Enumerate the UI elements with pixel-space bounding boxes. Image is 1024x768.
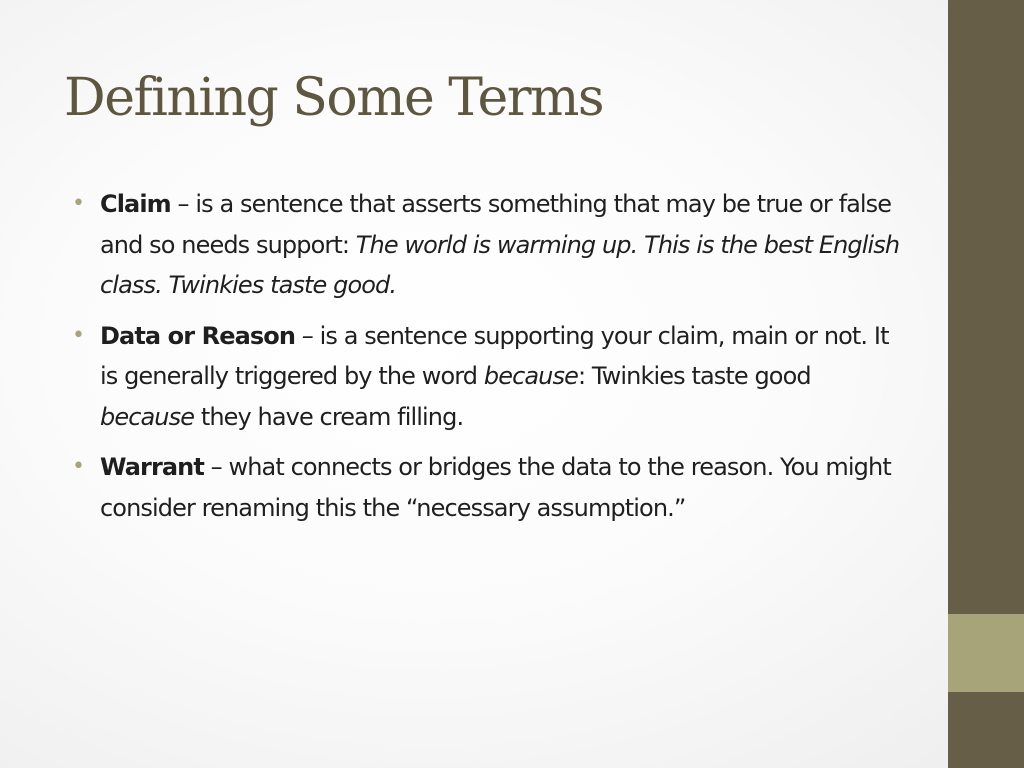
- bullet-item-warrant: [72, 447, 900, 528]
- right-sidebar-accent: [948, 614, 1024, 692]
- term-warrant: Warrant: [100, 453, 204, 481]
- data-definition: – is a sentence supporting your claim, main or not. It is generally triggered by the word: [100, 321, 889, 390]
- term-data-or-reason: Data or Reason: [100, 321, 296, 350]
- bullet-dot-icon: •: [72, 322, 85, 348]
- data-example-end: they have cream filling.: [194, 402, 464, 431]
- bullet-dot-icon: •: [72, 454, 85, 479]
- data-example-text: : Twinkies taste good: [577, 362, 811, 390]
- term-claim: Claim: [100, 190, 171, 218]
- claim-definition: – is a sentence that asserts something that may be true or false and so needs support:: [100, 190, 892, 259]
- bullet-dot-icon: •: [72, 191, 85, 216]
- slide-title: Defining Some Terms: [64, 68, 604, 128]
- claim-examples: The world is warming up. This is the best English class. Twinkies taste good.: [100, 230, 900, 299]
- bullet-list: [72, 184, 900, 538]
- bullet-item-data-or-reason: [72, 316, 900, 438]
- warrant-definition: – what connects or bridges the data to the reason. You might consider renaming this the “necessary assumption.”: [100, 453, 891, 522]
- bullet-item-claim: [72, 184, 900, 306]
- data-italic-because-2: because: [100, 402, 195, 431]
- data-italic-because-1: because: [483, 362, 578, 390]
